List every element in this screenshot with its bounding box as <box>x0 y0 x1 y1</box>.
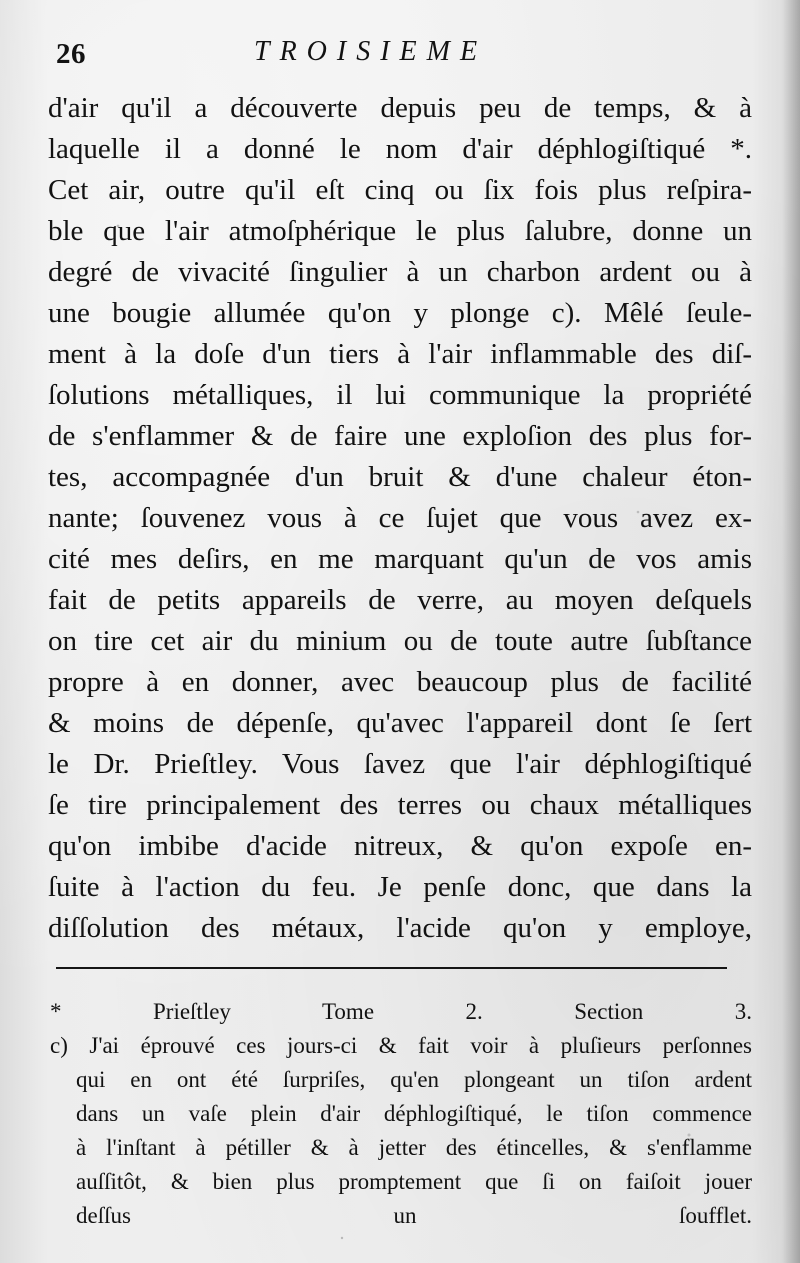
footnote-star <box>50 995 752 1029</box>
text-line: ſolutions métalliques, il lui communique la propriété <box>48 379 752 411</box>
text-line: & moins de dépenſe, qu'avec l'appareil dont ſe ſert <box>48 707 752 739</box>
footnote-line: dans un vaſe plein d'air déphlogiſtiqué, le tiſon commence <box>76 1101 752 1126</box>
text-line: degré de vivacité ſingulier à un charbon ardent ou à <box>48 256 752 288</box>
running-title: TROISIEME <box>254 36 488 67</box>
text-line: Cet air, outre qu'il eſt cinq ou ſix fois plus reſpira- <box>48 174 752 206</box>
text-line: le Dr. Prieſtley. Vous ſavez que l'air déphlogiſtiqué <box>48 748 752 780</box>
footnote-text: J'ai éprouvé ces jours-ci & fait voir à pluſieurs perſonnes <box>67 1033 752 1058</box>
text-line: ſe tire principalement des terres ou chaux métalliques <box>48 789 752 821</box>
text-line: qu'on imbibe d'acide nitreux, & qu'on expoſe en- <box>48 830 752 862</box>
text-line: laquelle il a donné le nom d'air déphlogiſtiqué *. <box>48 133 752 165</box>
footnote-line: auſſitôt, & bien plus promptement que ſi on faiſoit jouer <box>76 1169 752 1194</box>
footnote-line <box>50 995 752 1029</box>
text-line: tes, accompagnée d'un bruit & d'une chaleur éton- <box>48 461 752 493</box>
page-number: 26 <box>56 38 86 70</box>
footnotes <box>50 995 752 1233</box>
footnote-line: deſſus un ſoufflet. <box>76 1203 752 1228</box>
footnote-text: Prieſtley Tome 2. Section 3. <box>61 999 752 1024</box>
text-line: cité mes deſirs, en me marquant qu'un de vos amis <box>48 543 752 575</box>
body-text <box>48 88 752 949</box>
text-line: ment à la doſe d'un tiers à l'air inflammable des diſ- <box>48 338 752 370</box>
text-line: ſuite à l'action du feu. Je penſe donc, que dans la <box>48 871 752 903</box>
text-line: ble que l'air atmoſphérique le plus ſalubre, donne un <box>48 215 752 247</box>
footnote-mark: * <box>50 999 62 1024</box>
text-line: diſſolution des métaux, l'acide qu'on y employe, <box>48 912 752 944</box>
text-line: une bougie allumée qu'on y plonge c). Mêlé ſeule- <box>48 297 752 329</box>
text-line: fait de petits appareils de verre, au moyen deſquels <box>48 584 752 616</box>
footnote-line <box>50 1029 752 1063</box>
footnote-line: à l'inſtant à pétiller & à jetter des étincelles, & s'enflamme <box>76 1135 752 1160</box>
page-edge-shadow <box>782 0 800 1263</box>
text-line: on tire cet air du minium ou de toute autre ſubſtance <box>48 625 752 657</box>
footnote-rule <box>56 967 727 969</box>
text-line: de s'enflammer & de faire une exploſion des plus for- <box>48 420 752 452</box>
footnote-mark: c) <box>50 1033 68 1058</box>
text-line: propre à en donner, avec beaucoup plus de facilité <box>48 666 752 698</box>
text-line: nante; ſouvenez vous à ce ſujet que vous avez ex- <box>48 502 752 534</box>
text-line: d'air qu'il a découverte depuis peu de temps, & à <box>48 92 752 124</box>
running-header <box>56 34 756 78</box>
footnote-line: qui en ont été ſurpriſes, qu'en plongeant un tiſon ardent <box>76 1067 752 1092</box>
footnote-c <box>50 1029 752 1233</box>
